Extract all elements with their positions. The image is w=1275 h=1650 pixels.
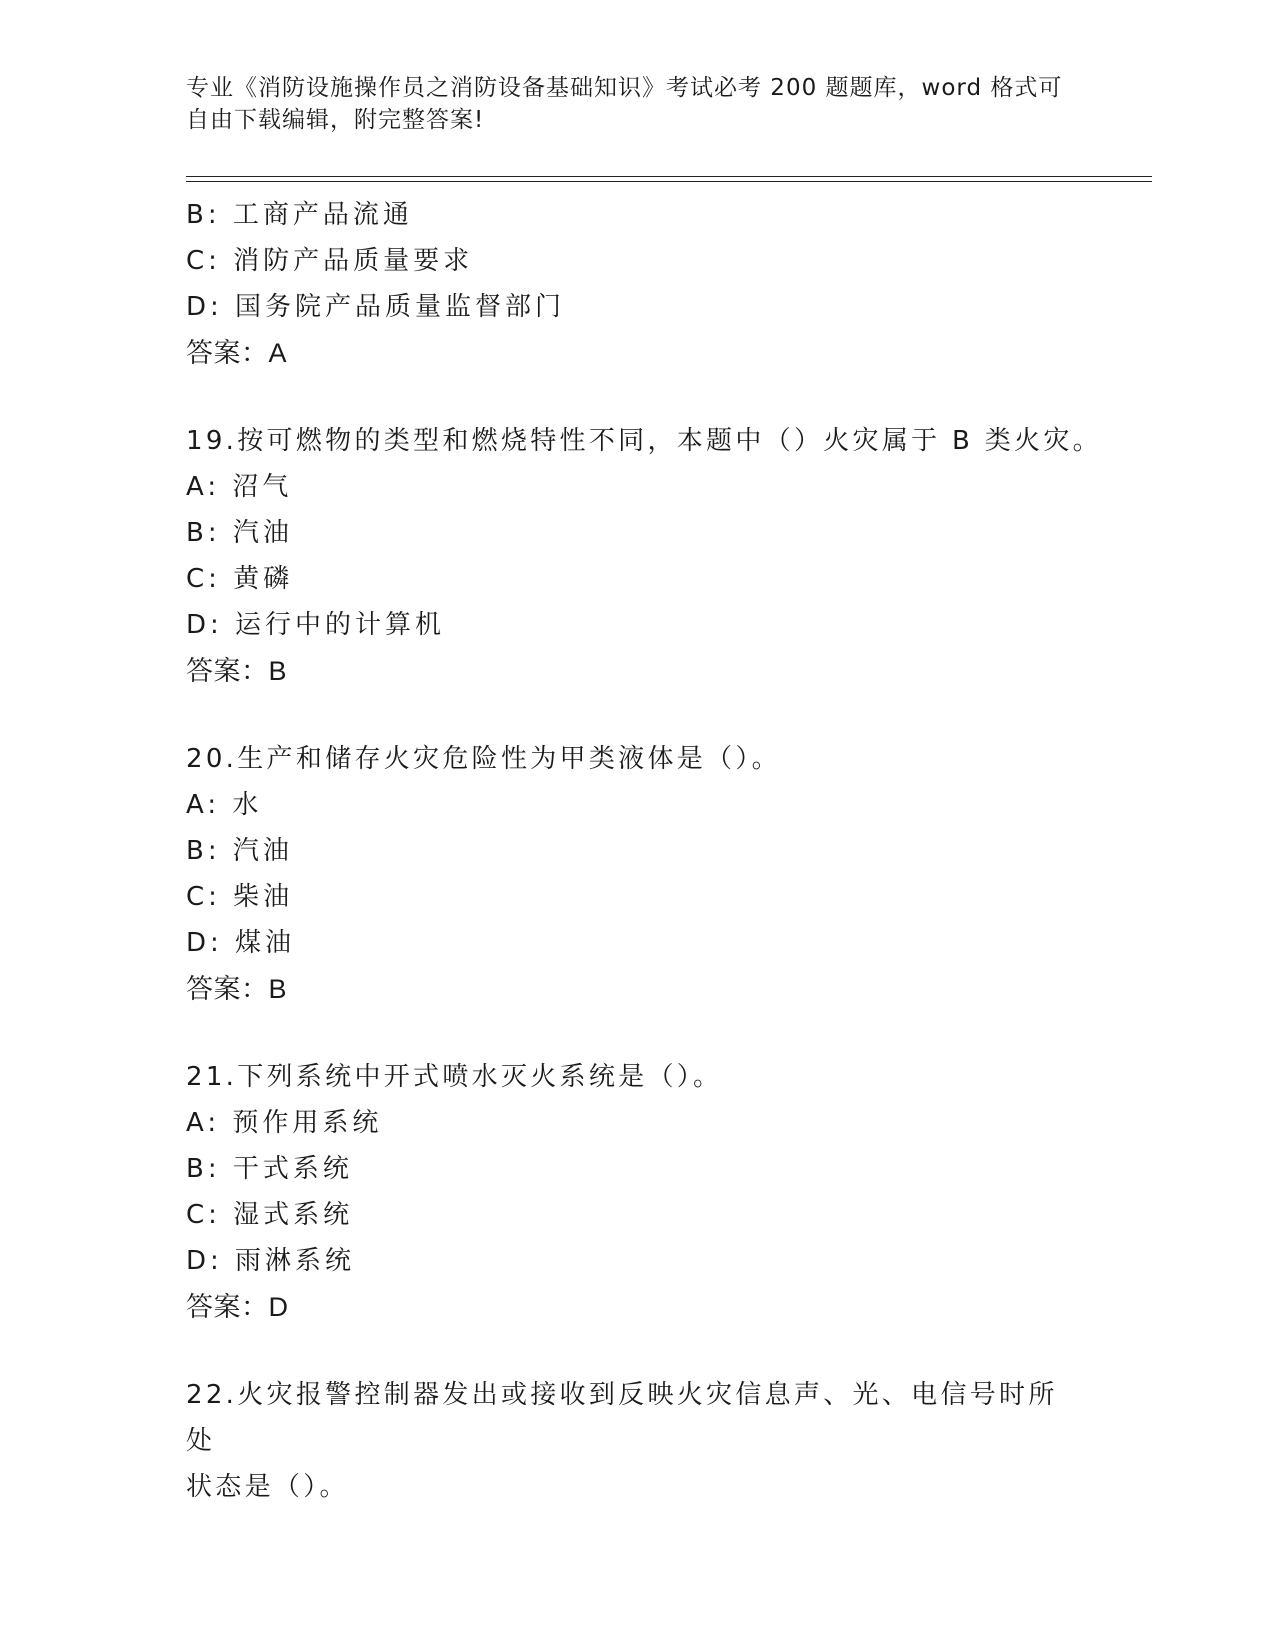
q20-option-c: C: 柴油 [186,882,294,912]
q21-answer: 答案：D [186,1292,289,1322]
q19-option-b: B: 汽油 [186,518,293,548]
header-divider-top [186,176,1152,177]
q21-option-c: C: 湿式系统 [186,1200,354,1230]
q21-option-a: A: 预作用系统 [186,1108,383,1138]
q20-option-d: D: 煤油 [186,928,296,958]
q19-option-d: D: 运行中的计算机 [186,610,446,640]
q20-option-a: A: 水 [186,790,263,820]
document-header [186,72,1066,136]
q21-option-b: B: 干式系统 [186,1154,353,1184]
q19-question: 19.按可燃物的类型和燃烧特性不同，本题中（）火灾属于 B 类火灾。 [186,426,1102,456]
q22-question-line-1: 22.火灾报警控制器发出或接收到反映火灾信息声、光、电信号时所处 [186,1380,1058,1456]
spacer [186,694,1086,736]
q20-answer: 答案：B [186,974,288,1004]
header-divider-bottom [186,181,1152,182]
q21-option-d: D: 雨淋系统 [186,1246,356,1276]
q22-question-line-2: 状态是（）。 [186,1472,349,1502]
spacer [186,1012,1086,1054]
q21-question: 21.下列系统中开式喷水灭火系统是（）。 [186,1062,723,1092]
question-20 [186,736,1086,1012]
question-list [186,192,1102,1510]
q19-answer: 答案：B [186,656,288,686]
header-line-2: 自由下载编辑，附完整答案! [186,107,485,133]
q18-option-b: B: 工商产品流通 [186,200,413,230]
q20-option-b: B: 汽油 [186,836,293,866]
q18-answer: 答案：A [186,338,288,368]
q19-option-a: A: 沼气 [186,472,293,502]
q20-question: 20.生产和储存火灾危险性为甲类液体是（）。 [186,744,781,774]
question-19 [186,418,1102,694]
question-21 [186,1054,1086,1330]
spacer [186,376,1086,418]
q19-option-c: C: 黄磷 [186,564,294,594]
q18-option-c: C: 消防产品质量要求 [186,246,474,276]
header-line-1: 专业《消防设施操作员之消防设备基础知识》考试必考 200 题题库，word 格式可 [186,75,1063,101]
question-18 [186,192,1086,376]
question-22 [186,1372,1066,1510]
spacer [186,1330,1086,1372]
q18-option-d: D: 国务院产品质量监督部门 [186,292,566,322]
